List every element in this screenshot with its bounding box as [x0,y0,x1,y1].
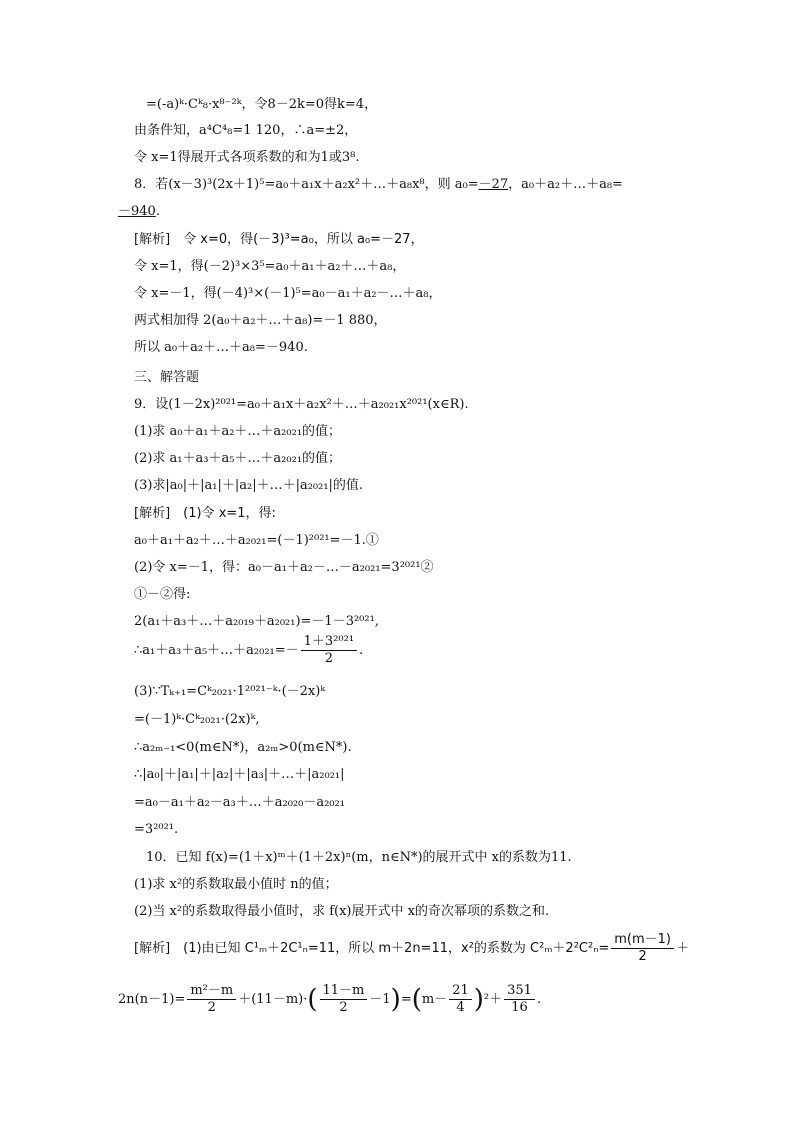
solution-10-line: [解析] (1)由已知 C¹ₘ＋2C¹ₙ=11，所以 m＋2n=11，x²的系数为 C²ₘ＋2²C²ₙ= $\frac{m(m-1)}{2}$ ＋ [134,932,690,964]
text-line: 令 x=－1，得(－4)³×(－1)⁵=a₀－a₁＋a₂－…＋a₈， [134,286,442,301]
text-line: 令 x=1得展开式各项系数的和为1或3⁸. [134,150,360,165]
text-line: 2(a₁＋a₃＋…＋a₂₀₁₉＋a₂₀₂₁)=－1－3²⁰²¹, [134,614,379,629]
text-line: =(-a)ᵏ·Cᵏ₈·x⁸⁻²ᵏ，令8－2k=0得k=4， [146,97,378,112]
problem-9: 9．设(1－2x)²⁰²¹=a₀＋a₁x＋a₂x²＋…＋a₂₀₂₁x²⁰²¹(x∈R). [134,397,469,412]
solution-8-line: [解析] 令 x=0，得(－3)³=a₀，所以 a₀=－27， [134,232,424,247]
text-line: ∴|a₀|＋|a₁|＋|a₂|＋|a₃|＋…＋|a₂₀₂₁| [134,767,345,782]
text-line: =(－1)ᵏ·Cᵏ₂₀₂₁·(2x)ᵏ, [134,712,260,727]
text-line: ∴a₂ₘ₋₁<0(m∈N*)，a₂ₘ>0(m∈N*). [134,740,352,755]
problem-9-part-1: (1)求 a₀＋a₁＋a₂＋…＋a₂₀₂₁的值； [134,424,342,439]
text-line: (3)∵Tₖ₊₁=Cᵏ₂₀₂₁·1²⁰²¹⁻ᵏ·(－2x)ᵏ [134,684,326,699]
text-line: a₀＋a₁＋a₂＋…＋a₂₀₂₁=(－1)²⁰²¹=－1.① [134,533,379,548]
text-line: ①－②得: [134,587,191,602]
text-line: =a₀－a₁＋a₂－a₃＋…＋a₂₀₂₀－a₂₀₂₁ [134,795,345,810]
answer-blank-2: －940 [118,204,156,219]
problem-9-part-3: (3)求|a₀|＋|a₁|＋|a₂|＋…＋|a₂₀₂₁|的值. [134,478,364,493]
text-line: 所以 a₀＋a₂＋…＋a₈=－940. [134,340,308,355]
answer-blank-1: －27 [478,177,509,192]
problem-8-cont: －940. [118,204,160,219]
fraction: $\frac{21}{4}$ [449,983,472,1016]
fraction: $\frac{\text{m²－m}}{2}$ [187,983,236,1016]
text-line: 令 x=1，得(－2)³×3⁵=a₀＋a₁＋a₂＋…＋a₈， [134,259,406,274]
text-line: 由条件知，a⁴C⁴₈=1 120，∴a=±2， [134,123,358,138]
text-line: 两式相加得 2(a₀＋a₂＋…＋a₈)=－1 880， [134,313,387,328]
fraction: $\frac{11-m}{2}$ [320,983,368,1016]
text-line: =3²⁰²¹. [134,822,179,837]
fraction: $\frac{351}{16}$ [504,983,535,1016]
problem-9-part-2: (2)求 a₁＋a₃＋a₅＋…＋a₂₀₂₁的值； [134,451,342,466]
text-line: (2)令 x=－1，得：a₀－a₁＋a₂－…－a₂₀₂₁=3²⁰²¹② [134,560,434,575]
section-heading: 三、解答题 [134,370,200,385]
problem-10: 10．已知 f(x)=(1＋x)ᵐ＋(1＋2x)ⁿ(m，n∈N*)的展开式中 x的系数为11. [146,850,572,865]
problem-10-part-2: (2)当 x²的系数取得最小值时，求 f(x)展开式中 x的奇次幂项的系数之和. [134,904,550,919]
fraction: $\frac{\text{1＋3²⁰²¹}}{2}$ [301,634,357,667]
solution-10-line-2: 2n(n－1)= $\frac{\text{m²－m}}{2}$ ＋(11－m)·( $\frac{11-m}{2}$ －1)=(m－ $\frac{21}{4}$ )²＋ $\frac{351}{16}$ . [118,983,542,1015]
fraction: $\frac{m(m-1)}{2}$ [611,932,674,965]
fraction-line: ∴a₁＋a₃＋a₅＋…＋a₂₀₂₁=－ $\frac{\text{1＋3²⁰²¹}}{2}$ . [134,634,364,666]
problem-8: 8．若(x－3)³(2x＋1)⁵=a₀＋a₁x＋a₂x²＋…＋a₈x⁸，则 a₀=－27，a₀＋a₂＋…＋a₈= [134,177,623,192]
problem-10-part-1: (1)求 x²的系数取最小值时 n的值； [134,877,338,892]
solution-9-line: [解析] (1)令 x=1，得: [134,506,276,521]
